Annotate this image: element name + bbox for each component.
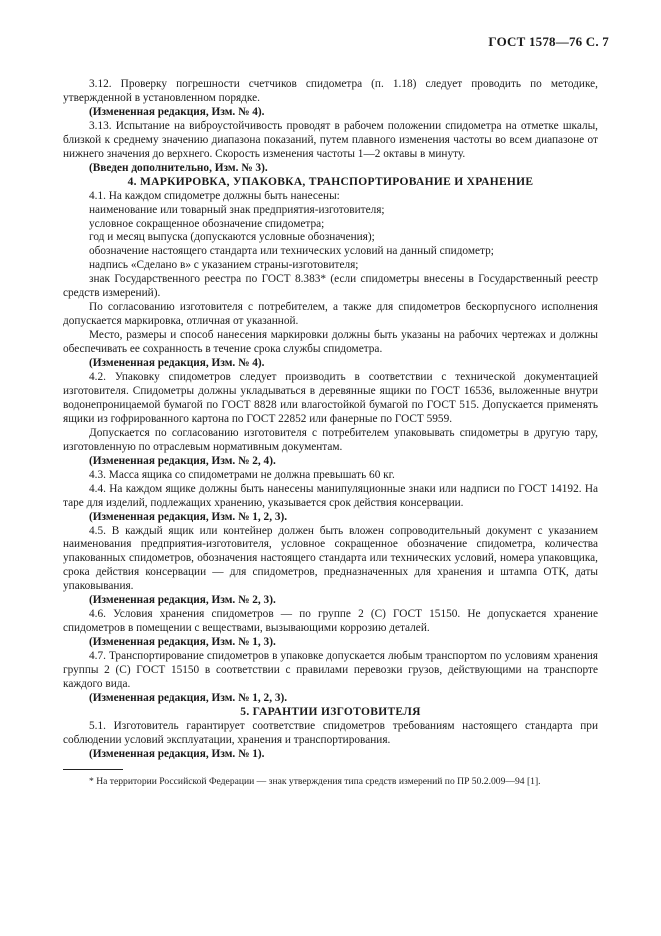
document-body (63, 78, 598, 788)
clause-4-7: 4.7. Транспортирование спидометров в упаковке допускается любым транспортом по условиям хранения группы 2 (С) ГОСТ 15150 в соответствии с правилами перевозки грузов, действующими на транспорте каждого вида. (63, 650, 598, 690)
marking-list-item: условное сокращенное обозначение спидометра; (89, 217, 325, 230)
footnote: * На территории Российской Федерации — знак утверждения типа средств измерений по ПР 50.2.009—94 [1]. (89, 775, 541, 787)
clause-3-13: 3.13. Испытание на виброустойчивость проводят в рабочем положении спидометра на отметке шкалы, близкой к среднему значению диапазона показаний, путем плавного изменения частоты во всем диапазоне от нижнего значения до верхнего. Скорость изменения частоты 1—2 октавы в минуту. (63, 119, 598, 160)
clause-4-5: 4.5. В каждый ящик или контейнер должен быть вложен сопроводительный документ с указанием наименования предприятия-изготовителя, условное сокращенное обозначение спидометра, количества упакованных спидометров, обозначения настоящего стандарта или технических условий, номера упаковщика, срока действия консервации — для спидометров, предназначенных для хранения и штампа ОТК, даты упаковывания. (63, 524, 598, 593)
clause-4-1: 4.1. На каждом спидометре должны быть нанесены: (89, 189, 340, 202)
clause-4-2: 4.2. Упаковку спидометров следует производить в соответствии с технической документацией изготовителя. Спидометры должны укладываться в деревянные ящики по ГОСТ 16536, выложенные внутри водонепроницаемой бумагой по ГОСТ 8828 или влагостойкой бумагой по ГОСТ 515. Допускается применять ящики из гофрированного картона по ГОСТ 22852 или фанерные по ГОСТ 5959. (63, 371, 598, 425)
marking-list-item: надпись «Сделано в» с указанием страны-изготовителя; (89, 259, 359, 272)
clause-4-1-agreement: По согласованию изготовителя с потребителем, а также для спидометров бескорпусного исполнения допускается маркировка, отличная от указанной. (63, 301, 598, 328)
amendment-note: (Введен дополнительно, Изм. № 3). (89, 161, 268, 174)
amendment-note: (Измененная редакция, Изм. № 2, 3). (89, 594, 276, 607)
amendment-note: (Измененная редакция, Изм. № 1). (89, 747, 265, 760)
marking-list-item: наименование или товарный знак предприятия-изготовителя; (89, 203, 385, 216)
clause-4-6: 4.6. Условия хранения спидометров — по группе 2 (С) ГОСТ 15150. Не допускается хранение спидометров в помещении с веществами, вызывающими коррозию деталей. (63, 608, 598, 635)
clause-4-1-placement: Место, размеры и способ нанесения маркировки должны быть указаны на рабочих чертежах и должны обеспечивать ее сохранность в течение срока службы спидометра. (63, 329, 598, 356)
amendment-note: (Измененная редакция, Изм. № 4). (89, 105, 265, 118)
section-4-heading: 4. МАРКИРОВКА, УПАКОВКА, ТРАНСПОРТИРОВАНИЕ И ХРАНЕНИЕ (127, 175, 534, 188)
section-5-heading: 5. ГАРАНТИИ ИЗГОТОВИТЕЛЯ (240, 705, 421, 718)
clause-4-4: 4.4. На каждом ящике должны быть нанесены манипуляционные знаки или надписи по ГОСТ 14192. На таре для изделий, подлежащих хранению, указывается срок действия консервации. (63, 482, 598, 509)
clause-4-3: 4.3. Масса ящика со спидометрами не должна превышать 60 кг. (89, 468, 395, 481)
amendment-note: (Измененная редакция, Изм. № 1, 2, 3). (89, 691, 288, 704)
amendment-note: (Измененная редакция, Изм. № 2, 4). (89, 454, 276, 467)
clause-3-12: 3.12. Проверку погрешности счетчиков спидометра (п. 1.18) следует проводить по методике, утвержденной в установленном порядке. (63, 78, 598, 104)
footnote-separator (63, 769, 123, 770)
running-header: ГОСТ 1578—76 С. 7 (488, 34, 609, 49)
amendment-note: (Измененная редакция, Изм. № 4). (89, 357, 265, 370)
clause-5-1: 5.1. Изготовитель гарантирует соответствие спидометров требованиям настоящего стандарта при соблюдении условий эксплуатации, хранения и транспортирования. (63, 719, 598, 746)
marking-list-item: год и месяц выпуска (допускаются условные обозначения); (89, 231, 375, 244)
amendment-note: (Измененная редакция, Изм. № 1, 2, 3). (89, 510, 288, 523)
amendment-note: (Измененная редакция, Изм. № 1, 3). (89, 636, 276, 649)
marking-list-item: обозначение настоящего стандарта или технических условий на данный спидометр; (89, 245, 494, 258)
marking-list-item: знак Государственного реестра по ГОСТ 8.383* (если спидометры внесены в Государственный реестр средств измерений). (63, 273, 598, 300)
clause-4-2-other-tare: Допускается по согласованию изготовителя с потребителем упаковывать спидометры в другую тару, изготовленную по отраслевым нормативным документам. (63, 426, 598, 453)
